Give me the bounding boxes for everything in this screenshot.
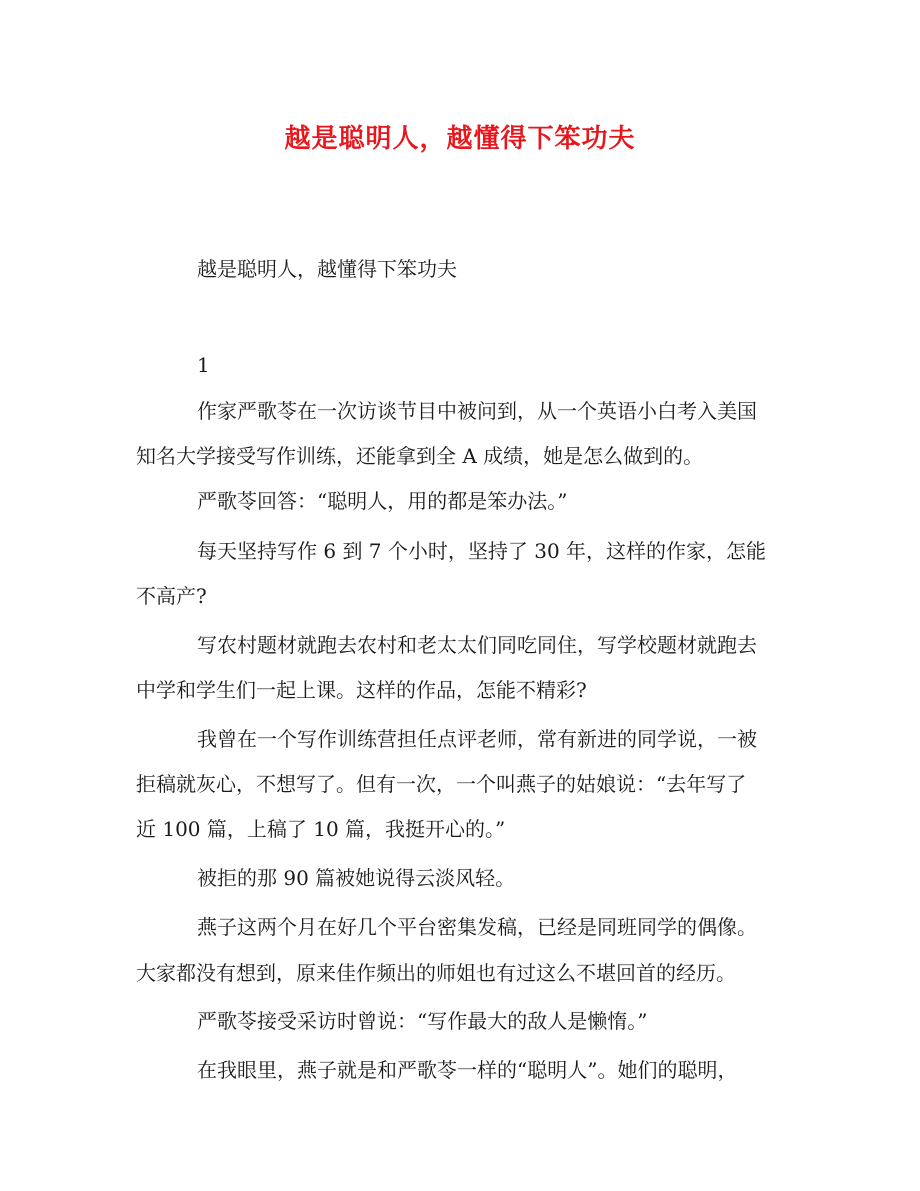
- paragraph-line: 每天坚持写作 6 到 7 个小时，坚持了 30 年，这样的作家，怎能: [197, 539, 767, 563]
- document-title: 越是聪明人，越懂得下笨功夫: [284, 124, 636, 154]
- paragraph-line: 被拒的那 90 篇被她说得云淡风轻。: [197, 866, 516, 890]
- paragraph-line: 知名大学接受写作训练，还能拿到全 A 成绩，她是怎么做到的。: [136, 444, 704, 468]
- paragraph-line: 中学和学生们一起上课。这样的作品，怎能不精彩?: [136, 678, 587, 702]
- section-number: 1: [197, 353, 210, 377]
- paragraph-line: 我曾在一个写作训练营担任点评老师，常有新进的同学说，一被: [197, 727, 757, 751]
- paragraph-line: 拒稿就灰心，不想写了。但有一次，一个叫燕子的姑娘说：“去年写了: [136, 772, 747, 796]
- paragraph-line: 严歌苓接受采访时曾说：“写作最大的敌人是懒惰。”: [197, 1009, 648, 1033]
- paragraph-line: 作家严歌苓在一次访谈节目中被问到，从一个英语小白考入美国: [197, 399, 757, 423]
- paragraph-line: 大家都没有想到，原来佳作频出的师姐也有过这么不堪回首的经历。: [136, 961, 736, 985]
- paragraph-line: 严歌苓回答：“聪明人，用的都是笨办法。”: [197, 489, 568, 513]
- paragraph-line: 近 100 篇，上稿了 10 篇，我挺开心的。”: [136, 817, 506, 841]
- paragraph-line: 在我眼里，燕子就是和严歌苓一样的“聪明人”。她们的聪明，: [197, 1058, 738, 1082]
- paragraph-line: 写农村题材就跑去农村和老太太们同吃同住，写学校题材就跑去: [197, 633, 757, 657]
- subtitle-line: 越是聪明人，越懂得下笨功夫: [197, 257, 457, 281]
- paragraph-line: 不高产?: [136, 584, 207, 608]
- paragraph-line: 燕子这两个月在好几个平台密集发稿，已经是同班同学的偶像。: [197, 915, 757, 939]
